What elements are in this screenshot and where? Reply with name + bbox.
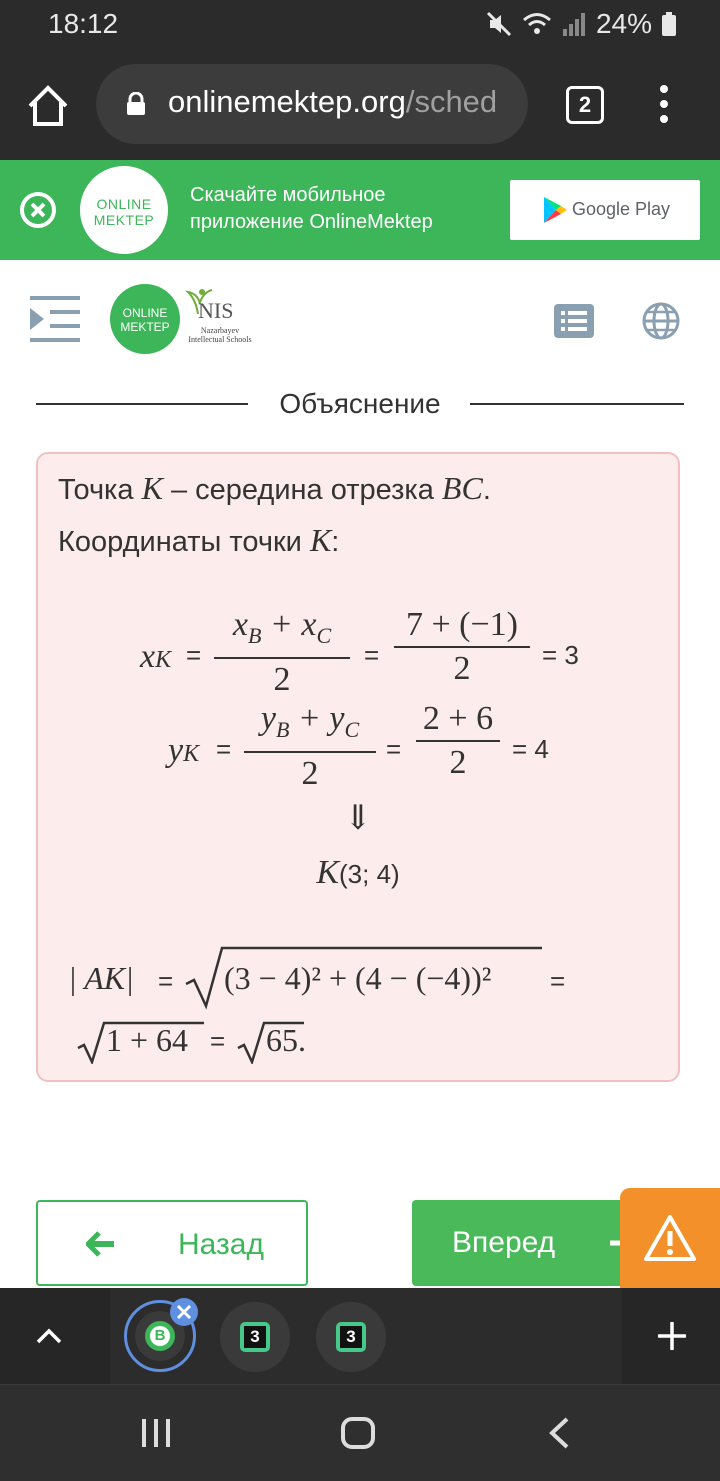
distance-label: [68, 960, 134, 997]
new-tab-area: [622, 1288, 720, 1384]
google-play-label: Google Play: [572, 199, 671, 219]
yk-fraction-2: [416, 700, 500, 782]
fraction-numerator: 7 + (−1): [406, 606, 518, 643]
equals-sign: =: [364, 640, 380, 670]
sqrt-radicand-2: [266, 1022, 306, 1059]
distance-radicand: (3 − 4)² + (4 − (−4))²: [224, 960, 492, 996]
home-nav-icon[interactable]: [340, 1416, 376, 1450]
point-coordinates: (3; 4): [339, 859, 400, 889]
status-bar: [0, 0, 720, 50]
tab-thumb-2[interactable]: [220, 1302, 290, 1372]
text-segment: Координаты точки: [58, 526, 310, 558]
logo-text-line2: MEKTEP: [93, 212, 155, 228]
google-play-icon: [542, 196, 568, 224]
back-button[interactable]: [36, 1200, 308, 1286]
expand-tabs-area: [0, 1288, 110, 1384]
tab-favicon-letter: B: [150, 1326, 170, 1346]
section-title: Объяснение: [279, 388, 441, 419]
close-icon: [24, 196, 52, 224]
point-k-result: [38, 854, 678, 892]
lock-icon: [126, 92, 146, 116]
yk-result: = 4: [512, 734, 549, 764]
nis-logo: [184, 288, 250, 358]
arrow-left-icon: [86, 1231, 116, 1257]
result-value: 4: [534, 734, 549, 764]
fraction-numerator: $x_B + x_C$: [232, 606, 332, 648]
tab-switcher-bar: [0, 1288, 720, 1384]
wifi-icon: [522, 11, 552, 37]
url-text: [168, 84, 497, 120]
fraction-numerator: 2 + 6: [422, 700, 494, 737]
chevron-up-icon[interactable]: [36, 1328, 62, 1344]
section-divider: [36, 384, 684, 424]
more-vert-icon[interactable]: [654, 84, 674, 124]
tab-thumb-3[interactable]: [316, 1302, 386, 1372]
address-bar[interactable]: [96, 64, 528, 144]
nis-title: NIS: [198, 298, 234, 323]
radicand-value: 65: [266, 1022, 298, 1058]
yk-label: [168, 732, 199, 770]
site-header: [0, 260, 720, 380]
math-subscript: K: [155, 647, 172, 673]
battery-percent: 24%: [595, 8, 652, 39]
math-var: x: [140, 638, 156, 675]
tab-favicon-letter: 3: [340, 1326, 362, 1348]
text-segment: :: [331, 526, 340, 558]
logo-text-line2: MEKTEP: [120, 320, 170, 334]
math-var: K: [316, 854, 339, 891]
fraction-denominator: 2: [273, 660, 291, 698]
warning-icon: [643, 1214, 697, 1262]
xk-label: [140, 638, 171, 676]
text-segment: .: [298, 1022, 306, 1058]
fraction-denominator: 2: [449, 744, 467, 781]
fraction-bar: [214, 657, 350, 659]
math-var: | AK|: [68, 960, 134, 996]
recent-apps-icon[interactable]: [140, 1417, 172, 1449]
xk-result: = 3: [542, 640, 579, 670]
back-nav-icon[interactable]: [548, 1416, 570, 1450]
equals-sign: =: [386, 734, 402, 764]
url-host: onlinemektep.org: [168, 84, 406, 119]
onlinemektep-logo: [80, 166, 168, 254]
close-tab-button[interactable]: [170, 1298, 198, 1326]
fraction-numerator: $y_B + y_C$: [260, 700, 360, 742]
math-var: K: [141, 470, 163, 506]
battery-icon: [662, 12, 676, 36]
fraction-denominator: 2: [301, 754, 319, 792]
system-nav-bar: [0, 1384, 720, 1481]
sqrt-radicand-1: 1 + 64: [106, 1022, 189, 1058]
fraction-denominator: 2: [453, 650, 471, 687]
text-segment: .: [482, 474, 491, 506]
math-var: y: [168, 732, 184, 769]
tab-favicon: [336, 1322, 366, 1352]
fraction-bar: [244, 751, 376, 753]
tab-count-button[interactable]: 2: [566, 86, 604, 124]
math-var: BC: [441, 470, 483, 506]
explanation-line2: [58, 522, 339, 559]
url-path: /sched: [405, 84, 498, 119]
promo-text-line2: приложение OnlineMektep: [190, 211, 433, 233]
text-segment: Точка: [58, 474, 142, 506]
forward-button-label: Вперед: [452, 1226, 556, 1259]
nis-subtitle: Nazarbayev Intellectual Schools: [188, 326, 252, 344]
close-icon: [170, 1298, 198, 1326]
home-icon[interactable]: [24, 82, 72, 130]
fraction-bar: [416, 740, 500, 742]
list-view-button[interactable]: [554, 304, 594, 338]
plus-icon[interactable]: [656, 1320, 688, 1352]
yk-fraction-1: [244, 700, 376, 793]
close-banner-button[interactable]: [20, 192, 56, 228]
result-value: 3: [564, 640, 579, 670]
explanation-card: [36, 452, 680, 1082]
report-problem-button[interactable]: [620, 1188, 720, 1288]
promo-text: [190, 182, 500, 236]
fraction-bar: [394, 646, 530, 648]
app-promo-banner: [0, 160, 720, 260]
onlinemektep-logo[interactable]: [110, 284, 180, 354]
browser-toolbar: [0, 50, 720, 160]
xk-fraction-1: [214, 606, 350, 699]
equals-sign: =: [158, 966, 174, 996]
status-time: 18:12: [48, 8, 119, 39]
explanation-line1: [58, 470, 491, 507]
globe-icon[interactable]: [642, 302, 680, 340]
equals-sign: =: [216, 734, 232, 764]
equals-sign: =: [186, 640, 202, 670]
text-segment: – середина отрезка: [162, 474, 442, 506]
list-icon: [554, 304, 594, 338]
back-button-label: Назад: [178, 1228, 264, 1261]
mute-icon: [486, 11, 512, 37]
tab-favicon: [240, 1322, 270, 1352]
menu-expand-icon[interactable]: [30, 296, 80, 344]
math-subscript: K: [183, 741, 200, 767]
forward-button[interactable]: [412, 1200, 652, 1286]
xk-fraction-2: [394, 606, 530, 688]
signal-icon: [562, 11, 586, 37]
logo-text-line1: ONLINE: [96, 196, 152, 212]
equals-sign: =: [210, 1026, 226, 1056]
promo-text-line1: Скачайте мобильное: [190, 184, 386, 206]
math-var: K: [309, 522, 332, 558]
tab-favicon-letter: 3: [244, 1326, 266, 1348]
equals-sign: =: [550, 966, 566, 996]
implies-arrow: ⇓: [343, 800, 373, 837]
logo-text-line1: ONLINE: [122, 306, 168, 320]
google-play-button[interactable]: [510, 180, 700, 240]
